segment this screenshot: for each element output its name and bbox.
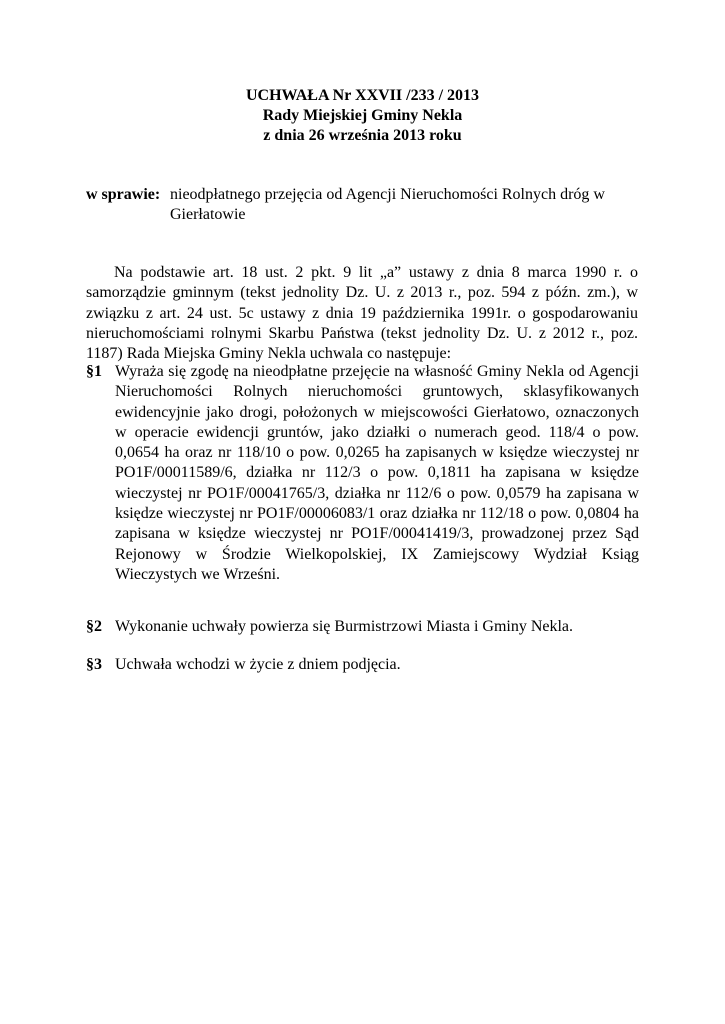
resolution-title: UCHWAŁA Nr XXVII /233 / 2013 [245, 87, 480, 104]
paragraph-text: Uchwała wchodzi w życie z dniem podjęcia. [115, 656, 401, 673]
resolution-header [0, 86, 725, 146]
paragraph-number: §2 [86, 618, 102, 635]
legal-basis-paragraph: Na podstawie art. 18 ust. 2 pkt. 9 lit „a” ustawy z dnia 8 marca 1990 r. o samorządzie gminnym (tekst jednolity Dz. U. z 2013 r., poz. 594 z późn. zm.), w związku z art. 24 ust. 5c ustawy z dnia 19 października 1991r. o gospodarowaniu nieruchomościami rolnymi Skarbu Państwa (tekst jednolity Dz. U. z 2012 r., poz. 1187) Rada Miejska Gminy Nekla uchwala co następuje: [86, 264, 638, 363]
subject-label: w sprawie: [86, 186, 161, 203]
resolution-issuer: Rady Miejskiej Gminy Nekla [262, 107, 463, 124]
paragraph-number: §1 [86, 363, 102, 380]
paragraph-number: §3 [86, 656, 102, 673]
subject-text: nieodpłatnego przejęcia od Agencji Nieruchomości Rolnych dróg w Gierłatowie [170, 186, 605, 223]
paragraph-text: Wykonanie uchwały powierza się Burmistrzowi Miasta i Gminy Nekla. [115, 618, 574, 635]
paragraph-text: Wyraża się zgodę na nieodpłatne przejęcie na własność Gminy Nekla od Agencji Nieruchomości Rolnych nieruchomości gruntowych, sklasyfikowanych ewidencyjnie jako drogi, położonych w miejscowości Gierłatowo, oznaczonych w operacie ewidencji gruntów, jako działki o numerach geod. 118/4 o pow. 0,0654 ha oraz nr 118/10 o pow. 0,0265 ha zapisanych w księdze wieczystej nr PO1F/00011589/6, działka nr 112/3 o pow. 0,1811 ha zapisana w księdze wieczystej nr PO1F/00041765/3, działka nr 112/6 o pow. 0,0579 ha zapisana w księdze wieczystej nr PO1F/00006083/1 oraz działka nr 112/18 o pow. 0,0804 ha zapisana w księdze wieczystej nr PO1F/00041419/3, prowadzonej przez Sąd Rejonowy w Środzie Wielkopolskiej, IX Zamiejscowy Wydział Ksiąg Wieczystych we Wrześni. [115, 363, 639, 583]
resolution-date: z dnia 26 września 2013 roku [263, 127, 462, 144]
